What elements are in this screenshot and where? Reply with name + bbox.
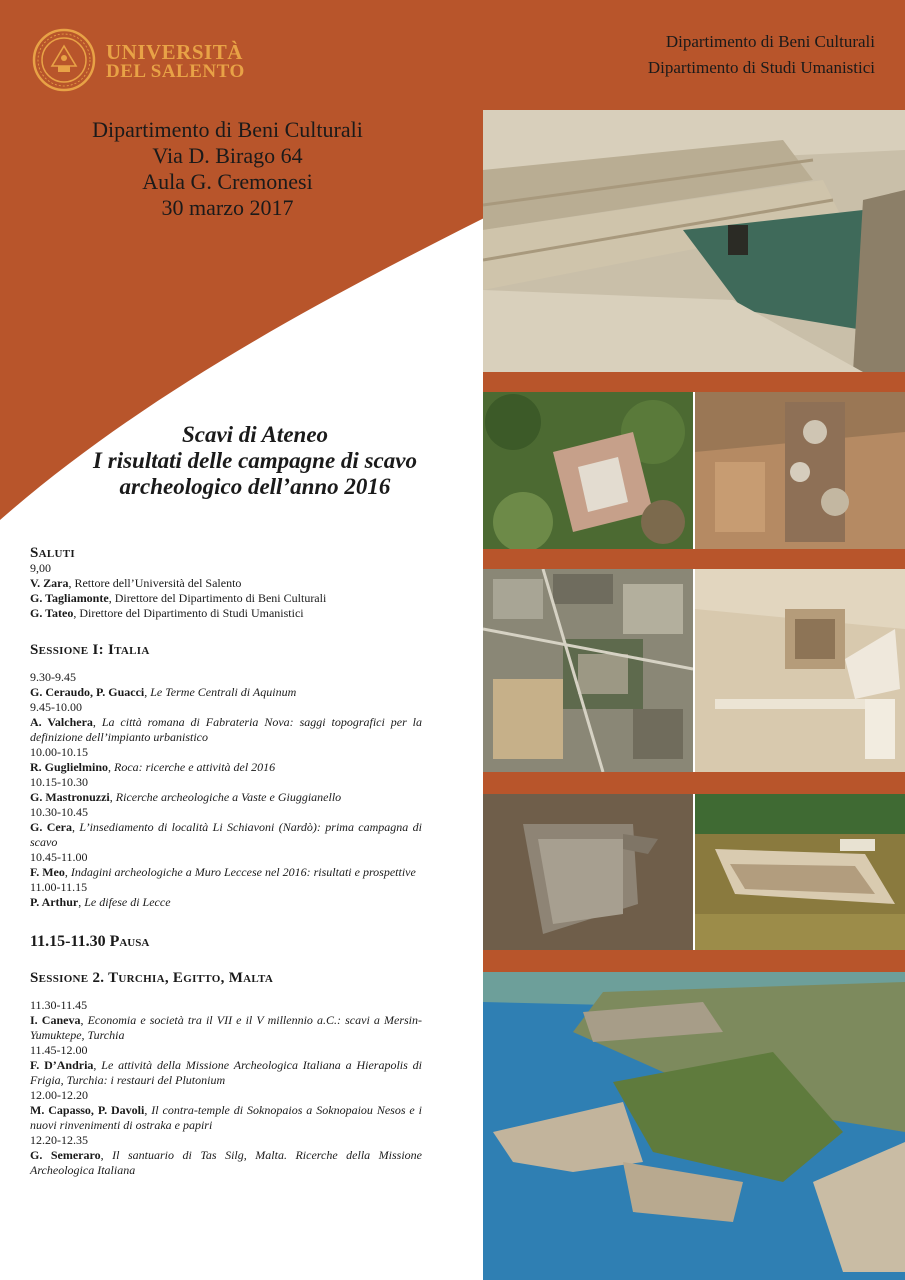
talk-entry: G. Mastronuzzi, Ricerche archeologiche a Vaste e Giuggianello [30,790,342,804]
satellite-city-photo [483,569,693,772]
title-line1: Scavi di Ateneo [181,422,329,447]
list-item: V. Zara, Rettore dell’Università del Salento [30,576,242,590]
venue-room: Aula G. Cremonesi [142,169,313,194]
department-line: Dipartimento di Beni Culturali [665,32,875,51]
university-seal-icon [32,28,96,92]
venue-block [40,117,415,221]
program [30,546,422,1178]
title-line3: archeologico dell’anno 2016 [119,474,391,499]
talk-entry: R. Guglielmino, Roca: ricerche e attività del 2016 [30,760,276,774]
talk-entry: G. Semeraro, Il santuario di Tas Silg, Malta. Ricerche della Missione Archeologica Italiana [30,1148,423,1177]
event-date: 30 marzo 2017 [161,195,294,220]
session1-talk [30,670,422,700]
venue-address: Via D. Birago 64 [152,143,303,168]
saluti-heading: Saluti [30,545,75,561]
talk-time: 12.00-12.20 [30,1088,88,1102]
session1-talk [30,805,422,850]
desert-temple-photo [695,569,905,772]
list-item: G. Tagliamonte, Direttore del Dipartimento di Beni Culturali [30,591,327,605]
title-line2: I risultati delle campagne di scavo [93,448,417,473]
aerial-site-forest-photo [483,392,693,549]
talk-time: 10.30-10.45 [30,805,88,819]
session1-talk [30,775,422,805]
talk-entry: M. Capasso, P. Davoli, Il contra-temple di Soknopaios a Soknopaiou Nesos e i nuovi rinvenimenti di ostraka e papiri [30,1103,423,1132]
coastal-aerial-photo [483,972,905,1280]
university-name [106,42,245,82]
event-title [40,422,470,500]
talk-time: 11.00-11.15 [30,880,88,894]
venue-department: Dipartimento di Beni Culturali [92,117,363,142]
talk-entry: F. D’Andria, Le attività della Missione Archeologica Italiana a Hierapolis di Frigia, Turchia: i restauri del Plutonium [30,1058,422,1087]
talk-time: 11.30-11.45 [30,998,88,1012]
session1-talk [30,745,422,775]
talk-time: 9.30-9.45 [30,670,76,684]
session1-talk [30,880,422,910]
field-excavation-photo [695,794,905,950]
university-name-line1: UNIVERSITÀ [106,40,243,64]
session2-talk [30,1133,422,1178]
rectangular-excavation-photo [483,794,693,950]
session1-talk [30,700,422,745]
talk-time: 11.45-12.00 [30,1043,88,1057]
talk-entry: A. Valchera, La città romana di Fabrateria Nova: saggi topografici per la definizione dell’impianto urbanistico [30,715,422,744]
list-item: G. Tateo, Direttore del Dipartimento di Studi Umanistici [30,606,304,620]
session1-heading: Sessione I: Italia [30,642,150,658]
talk-time: 10.45-11.00 [30,850,88,864]
pause-line [30,934,422,949]
talk-time: 12.20-12.35 [30,1133,88,1147]
pause-label: Pausa [109,933,150,950]
talk-time: 9.45-10.00 [30,700,82,714]
talk-entry: I. Caneva, Economia e società tra il VII e il V millennio a.C.: scavi a Mersin-Yumuktepe, Turchia [30,1013,422,1042]
saluti-time: 9,00 [30,561,51,575]
talk-entry: G. Ceraudo, P. Guacci, Le Terme Centrali di Aquinum [30,685,297,699]
university-name-line2: DEL SALENTO [106,61,245,82]
roman-basin-photo [483,110,905,372]
talk-time: 10.15-10.30 [30,775,88,789]
talk-time: 10.00-10.15 [30,745,88,759]
departments-block [648,29,875,81]
department-line: Dipartimento di Studi Umanistici [647,58,875,77]
session2-talk [30,1043,422,1088]
session2-talk [30,998,422,1043]
pause-time: 11.15-11.30 [30,933,106,950]
talk-entry: P. Arthur, Le difese di Lecce [30,895,171,909]
session2-heading: Sessione 2. Turchia, Egitto, Malta [30,970,274,986]
session2-talk [30,1088,422,1133]
session1-talk [30,850,422,880]
excavation-trench-photo [695,392,905,549]
talk-entry: F. Meo, Indagini archeologiche a Muro Leccese nel 2016: risultati e prospettive [30,865,416,879]
talk-entry: G. Cera, L’insediamento di località Li Schiavoni (Nardò): prima campagna di scavo [30,820,422,849]
